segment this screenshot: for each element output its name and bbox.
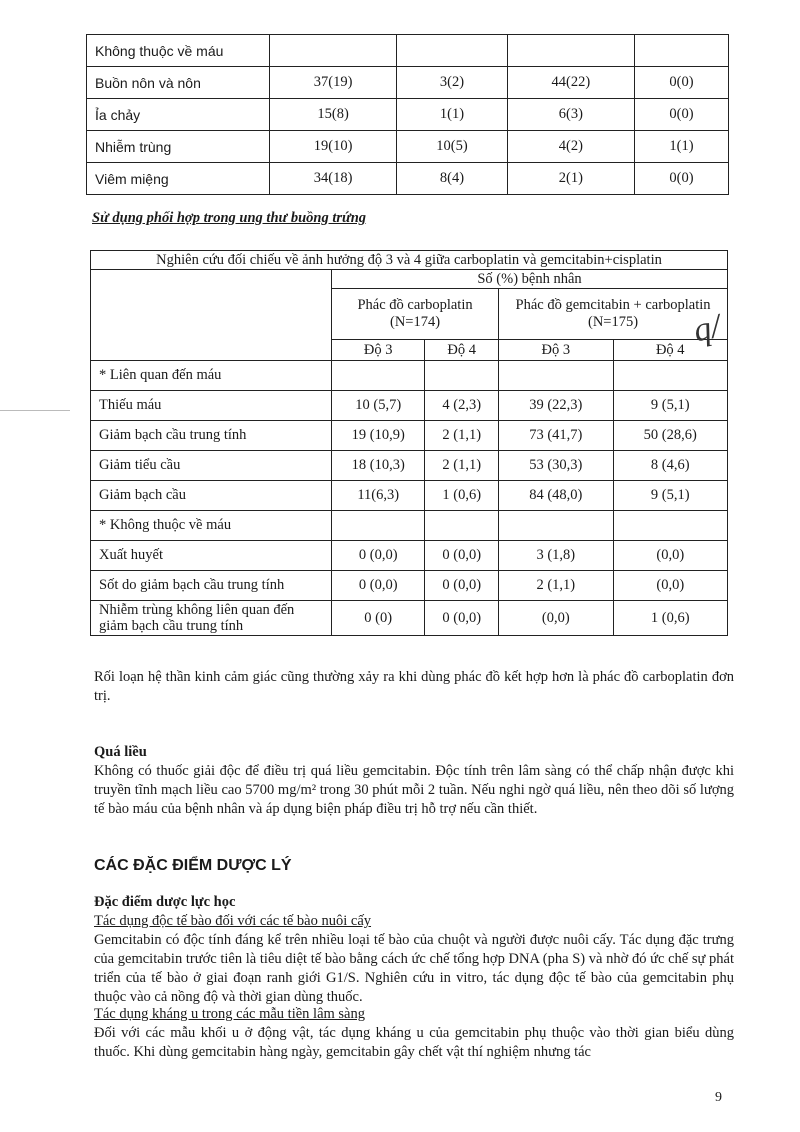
table-cell: 0 (0,0)	[332, 541, 425, 571]
neuro-paragraph: Rối loạn hệ thần kinh cảm giác cũng thường xảy ra khi dùng phác đồ kết hợp hơn là phác đồ carboplatin đơn trị.	[94, 669, 734, 704]
table-row	[87, 35, 729, 67]
table-cell	[270, 35, 397, 67]
table-cell: 0 (0,0)	[332, 571, 425, 601]
pharmacology-section-heading: CÁC ĐẶC ĐIỂM DƯỢC LÝ	[94, 857, 292, 874]
row-label: Giảm tiểu cầu	[91, 451, 332, 481]
table-cell: 18 (10,3)	[332, 451, 425, 481]
table-cell: 0 (0,0)	[425, 571, 499, 601]
table-row	[91, 481, 728, 511]
table-cell: 2(1)	[507, 163, 634, 195]
table-cell: 3 (1,8)	[499, 541, 613, 571]
table-cell: 1(1)	[634, 131, 728, 163]
table-cell: 10(5)	[397, 131, 508, 163]
table-cell: 50 (28,6)	[613, 421, 727, 451]
row-label: Giảm bạch cầu	[91, 481, 332, 511]
table-row	[87, 67, 729, 99]
table-cell: 8 (4,6)	[613, 451, 727, 481]
table-cell: 39 (22,3)	[499, 391, 613, 421]
table-row	[91, 361, 728, 391]
table-cell	[332, 511, 425, 541]
table-cell: 9 (5,1)	[613, 481, 727, 511]
table-cell: 84 (48,0)	[499, 481, 613, 511]
table-row	[91, 541, 728, 571]
table-cell: 1(1)	[397, 99, 508, 131]
adverse-events-table-continued	[86, 34, 729, 195]
row-label: Viêm miệng	[87, 163, 270, 195]
empty-header-cell	[91, 270, 332, 361]
overdose-text: Không có thuốc giải độc để điều trị quá liều gemcitabin. Độc tính trên lâm sàng có thể chấp nhận được khi truyền tĩnh mạch liều cao 5700 mg/m² trong 30 phút mỗi 2 tuần. Nếu nghi ngờ quá liều, nên theo dõi số lượng tế bào máu của bệnh nhân và áp dụng biện pháp điều trị hỗ trợ nếu cần thiết.	[94, 763, 734, 817]
table-row	[87, 99, 729, 131]
grade-header: Độ 3	[332, 340, 425, 361]
antitumor-paragraph: Đối với các mẫu khối u ở động vật, tác dụng kháng u của gemcitabin phụ thuộc vào thời gian biểu dùng thuốc. Khi dùng gemcitabin hàng ngày, gemcitabin gây chết vật thí nghiệm nhưng tác	[94, 1025, 734, 1060]
row-label: Nhiễm trùng không liên quan đến giảm bạch cầu trung tính	[91, 601, 332, 636]
table-cell: 0(0)	[634, 99, 728, 131]
regimen-gemcitabine-header: Phác đồ gemcitabin + carboplatin (N=175)	[499, 289, 728, 340]
table-cell	[499, 511, 613, 541]
table-row	[87, 131, 729, 163]
overdose-paragraph	[94, 762, 734, 819]
row-label: Ỉa chảy	[87, 99, 270, 131]
patients-header: Số (%) bệnh nhân	[332, 270, 728, 289]
row-label: Nhiễm trùng	[87, 131, 270, 163]
table-cell: 73 (41,7)	[499, 421, 613, 451]
margin-line	[0, 410, 70, 411]
table-cell: 19 (10,9)	[332, 421, 425, 451]
page-number: 9	[715, 1090, 722, 1105]
row-label: Thiếu máu	[91, 391, 332, 421]
table-cell: 1 (0,6)	[425, 481, 499, 511]
table-row	[91, 571, 728, 601]
table-cell: 11(6,3)	[332, 481, 425, 511]
table-cell: (0,0)	[499, 601, 613, 636]
table-row	[91, 601, 728, 636]
table-cell: 0(0)	[634, 163, 728, 195]
table-cell	[613, 361, 727, 391]
table-cell: 2 (1,1)	[425, 451, 499, 481]
table-cell: 2 (1,1)	[499, 571, 613, 601]
table-cell: 53 (30,3)	[499, 451, 613, 481]
row-label: Không thuộc về máu	[87, 35, 270, 67]
table-cell	[499, 361, 613, 391]
table-cell: 2 (1,1)	[425, 421, 499, 451]
table-cell: 8(4)	[397, 163, 508, 195]
table-title: Nghiên cứu đối chiếu về ảnh hưởng độ 3 và 4 giữa carboplatin và gemcitabin+cisplatin	[91, 251, 728, 270]
table-row	[91, 391, 728, 421]
antitumor-heading: Tác dụng kháng u trong các mẫu tiền lâm sàng	[94, 1006, 365, 1022]
table-row	[91, 421, 728, 451]
table-cell: 9 (5,1)	[613, 391, 727, 421]
table-cell	[613, 511, 727, 541]
table-cell	[332, 361, 425, 391]
grade-header: Độ 4	[425, 340, 499, 361]
ovarian-cancer-heading: Sử dụng phối hợp trong ung thư buồng trứng	[92, 210, 367, 226]
table-cell: 44(22)	[507, 67, 634, 99]
row-label: Sốt do giảm bạch cầu trung tính	[91, 571, 332, 601]
cytotoxic-paragraph: Gemcitabin có độc tính đáng kể trên nhiều loại tế bào của chuột và người được nuôi cấy. Tác dụng đặc trưng của gemcitabin trước tiên là tiêu diệt tế bào bằng cách ức chế tổng hợp DNA (pha S) và nhờ đó ức chế sự phát triển của tế bào ở giai đoạn ranh giới G1/S. Nghiên cứu in vitro, tác dụng độc tế bào của gemcitabin phụ thuộc vào cả nồng độ và thời gian dùng thuốc.	[94, 932, 734, 1005]
cytotoxic-heading: Tác dụng độc tế bào đối với các tế bào nuôi cấy	[94, 913, 372, 929]
table-cell	[425, 361, 499, 391]
table-row	[91, 451, 728, 481]
carboplatin-comparison-table	[90, 250, 728, 636]
table-cell: 0 (0,0)	[425, 541, 499, 571]
grade-header: Độ 4	[613, 340, 727, 361]
table-cell: 37(19)	[270, 67, 397, 99]
table-cell: 19(10)	[270, 131, 397, 163]
table-cell	[397, 35, 508, 67]
table-cell: 0 (0)	[332, 601, 425, 636]
row-label: Xuất huyết	[91, 541, 332, 571]
handwritten-check-mark: q/	[690, 307, 724, 350]
grade-header: Độ 3	[499, 340, 613, 361]
table-cell	[634, 35, 728, 67]
table-cell: 1 (0,6)	[613, 601, 727, 636]
table-cell: (0,0)	[613, 541, 727, 571]
table-cell: 0(0)	[634, 67, 728, 99]
table-cell: 3(2)	[397, 67, 508, 99]
pharmacodynamics-heading: Đặc điểm dược lực học	[94, 894, 236, 910]
row-label: Giảm bạch cầu trung tính	[91, 421, 332, 451]
table-row	[87, 163, 729, 195]
row-label: Buồn nôn và nôn	[87, 67, 270, 99]
table-cell	[425, 511, 499, 541]
table-row	[91, 511, 728, 541]
table-cell: 4(2)	[507, 131, 634, 163]
regimen-carboplatin-header: Phác đồ carboplatin (N=174)	[332, 289, 499, 340]
table-cell: 6(3)	[507, 99, 634, 131]
table-cell: 10 (5,7)	[332, 391, 425, 421]
overdose-heading: Quá liều	[94, 744, 147, 760]
row-label: * Không thuộc về máu	[91, 511, 332, 541]
table-cell	[507, 35, 634, 67]
table-cell: (0,0)	[613, 571, 727, 601]
table-cell: 0 (0,0)	[425, 601, 499, 636]
table-cell: 34(18)	[270, 163, 397, 195]
table-cell: 4 (2,3)	[425, 391, 499, 421]
row-label: * Liên quan đến máu	[91, 361, 332, 391]
table-cell: 15(8)	[270, 99, 397, 131]
